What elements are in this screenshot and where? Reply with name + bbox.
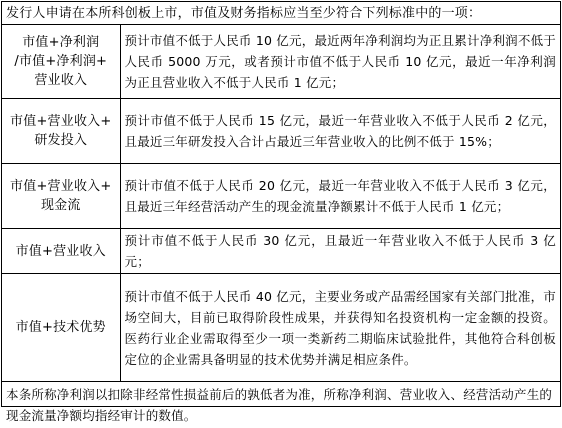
standard-description: 预计市值不低于人民币 20 亿元，最近一年营业收入不低于人民币 3 亿元，且最近三年经营活动产生的现金流量净额累计不低于人民币 1 亿元； (120, 164, 560, 229)
standard-description: 预计市值不低于人民币 40 亿元，主要业务或产品需经国家有关部门批准，市场空间大，目前已取得阶段性成果，并获得知名投资机构一定金额的投资。医药行业企业需取得至少一项一类新药二期临床试验批件，其他符合科创板定位的企业需具备明显的技术优势并满足相应条件。 (120, 274, 560, 382)
standard-category: 市值+营业收入 (6, 242, 116, 261)
standard-category-cell (2, 274, 120, 382)
standard-category: 市值+技术优势 (6, 318, 116, 337)
standard-description: 预计市值不低于人民币 15 亿元，最近一年营业收入不低于人民币 2 亿元，且最近三年研发投入合计占最近三年营业收入的比例不低于 15%； (120, 99, 560, 164)
table-footnote-row (2, 382, 560, 428)
standard-category: 市值+净利润 /市值+净利润+ 营业收入 (6, 33, 116, 90)
standard-category: 市值+营业收入+ 现金流 (6, 177, 116, 215)
standard-category: 市值+营业收入+ 研发投入 (6, 112, 116, 150)
table-footnote: 本条所称净利润以扣除非经常性损益前后的孰低者为准，所称净利润、营业收入、经营活动产生的现金流量净额均指经审计的数值。 (2, 382, 560, 428)
table-row (2, 274, 560, 382)
listing-standards-table-frame (1, 1, 561, 407)
standard-category-cell (2, 99, 120, 164)
table-heading: 发行人申请在本所科创板上市，市值及财务指标应当至少符合下列标准中的一项： (2, 2, 560, 25)
table-row (2, 99, 560, 164)
table-row (2, 164, 560, 229)
table-heading-row (2, 2, 560, 25)
listing-standards-table (2, 2, 560, 428)
standard-category-cell (2, 25, 120, 99)
standard-description: 预计市值不低于人民币 30 亿元，且最近一年营业收入不低于人民币 3 亿元； (120, 229, 560, 274)
table-row (2, 25, 560, 99)
standard-category-cell (2, 229, 120, 274)
standard-description: 预计市值不低于人民币 10 亿元，最近两年净利润均为正且累计净利润不低于人民币 5000 万元，或者预计市值不低于人民币 10 亿元，最近一年净利润为正且营业收入不低于人民币 1 亿元； (120, 25, 560, 99)
table-row (2, 229, 560, 274)
standard-category-cell (2, 164, 120, 229)
